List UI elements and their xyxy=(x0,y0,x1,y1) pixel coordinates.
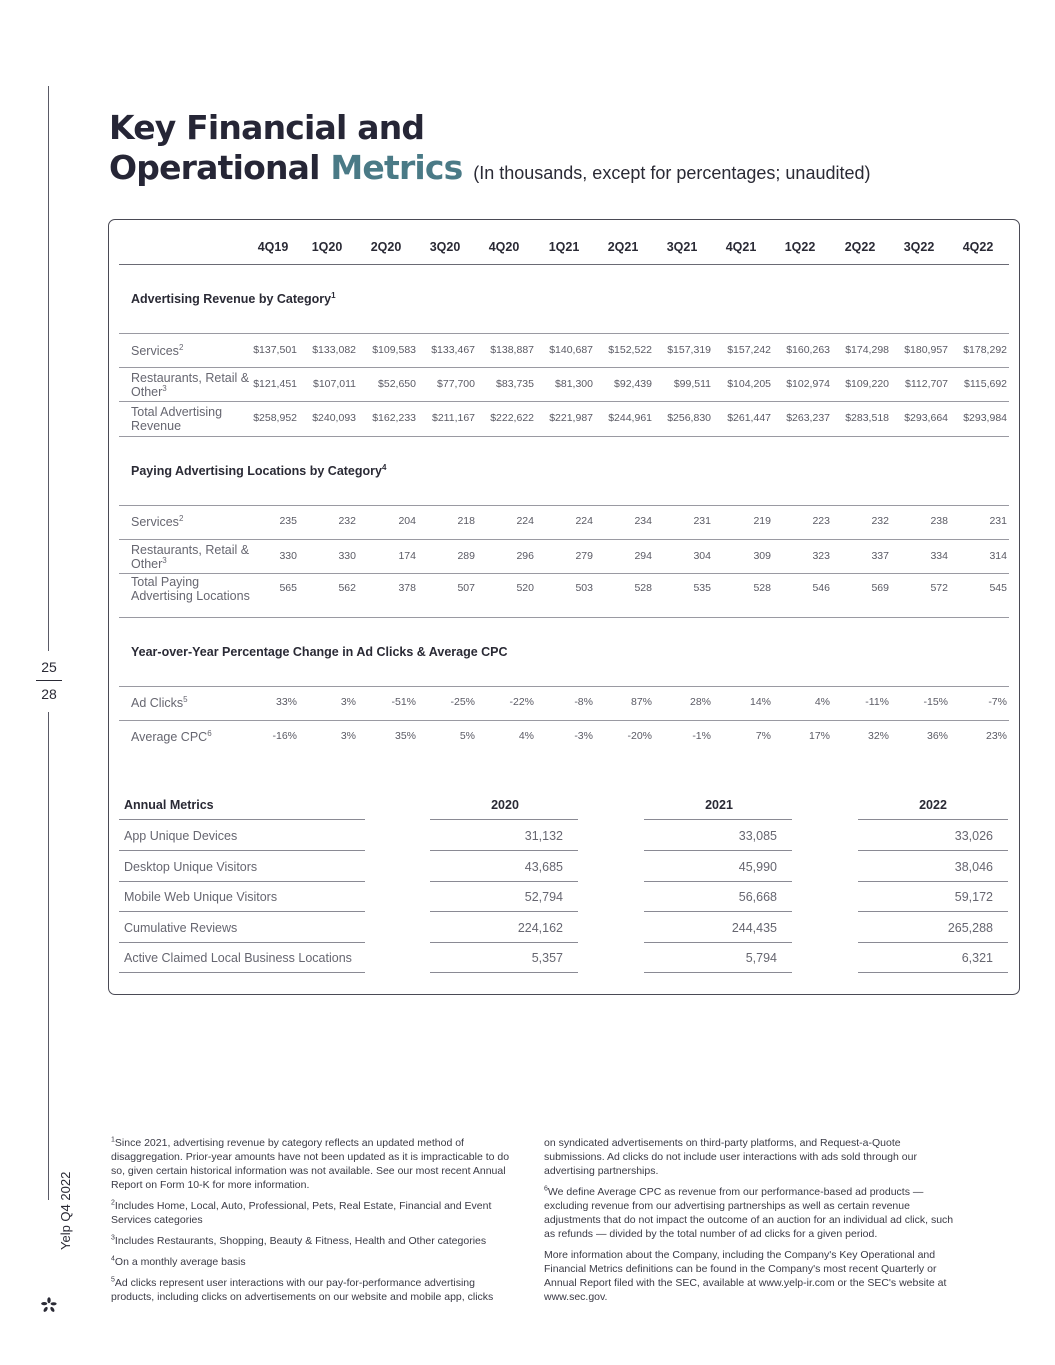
table-cell: 3% xyxy=(340,730,356,742)
annual-cell: 56,668 xyxy=(738,890,777,904)
table-cell: $102,974 xyxy=(786,378,830,390)
row-rule xyxy=(119,401,1009,402)
annual-rule xyxy=(858,819,1008,820)
table-cell: $258,952 xyxy=(253,412,297,424)
annual-rule xyxy=(644,819,792,820)
year-header: 2020 xyxy=(491,798,519,812)
annual-row-label: Mobile Web Unique Visitors xyxy=(124,890,278,904)
table-cell: 503 xyxy=(575,582,593,594)
annual-rule xyxy=(430,819,578,820)
annual-rule xyxy=(119,881,365,882)
annual-rule xyxy=(858,972,1008,973)
table-cell: $157,319 xyxy=(667,344,711,356)
table-cell: 304 xyxy=(693,550,711,562)
annual-cell: 59,172 xyxy=(954,890,993,904)
annual-row-label: App Unique Devices xyxy=(124,829,238,843)
footnote-ref: 4 xyxy=(381,462,387,472)
table-cell: 14% xyxy=(749,696,771,708)
year-header: 2022 xyxy=(919,798,947,812)
table-cell: $109,220 xyxy=(845,378,889,390)
table-cell: 330 xyxy=(338,550,356,562)
table-cell: $152,522 xyxy=(608,344,652,356)
table-cell: $52,650 xyxy=(378,378,416,390)
section-title: Advertising Revenue by Category$^1$ xyxy=(131,290,336,306)
table-cell: $222,622 xyxy=(490,412,534,424)
annual-cell: 43,685 xyxy=(524,860,563,874)
table-cell: $83,735 xyxy=(496,378,534,390)
table-cell: $162,233 xyxy=(372,412,416,424)
table-cell: 36% xyxy=(926,730,948,742)
annual-cell: 31,132 xyxy=(524,829,563,843)
table-cell: 223 xyxy=(812,515,830,527)
footnote: $^3$Includes Restaurants, Shopping, Beauty & Fitness, Health and Other categories xyxy=(111,1234,487,1247)
row-rule xyxy=(119,573,1009,574)
footnote: on syndicated advertisements on third-party platforms, and Request-a-Quote submissions. Ad clicks do not include user interactions with ads sold through our advertising partnerships. xyxy=(544,1137,917,1177)
table-cell: -3% xyxy=(574,730,593,742)
table-cell: $221,987 xyxy=(549,412,593,424)
table-cell: $180,957 xyxy=(904,344,948,356)
table-cell: $244,961 xyxy=(608,412,652,424)
table-cell: 535 xyxy=(693,582,711,594)
table-cell: $121,451 xyxy=(253,378,297,390)
quarter-header: 4Q21 xyxy=(725,240,757,254)
annual-cell: 265,288 xyxy=(947,921,993,935)
table-cell: 528 xyxy=(634,582,652,594)
table-cell: $261,447 xyxy=(727,412,771,424)
quarter-header: 3Q22 xyxy=(903,240,935,254)
table-cell: 569 xyxy=(871,582,889,594)
annual-rule xyxy=(858,881,1008,882)
footnote: $^5$Ad clicks represent user interactions with our pay-for-performance advertising products, including clicks on advertisements on our website and mobile app, clicks xyxy=(111,1276,494,1303)
metrics-panel xyxy=(108,219,1020,995)
footnote: $^4$On a monthly average basis xyxy=(111,1255,246,1268)
annual-rule xyxy=(858,850,1008,851)
table-cell: 528 xyxy=(753,582,771,594)
annual-cell: 244,435 xyxy=(731,921,777,935)
row-label: Total Paying Advertising Locations xyxy=(131,575,250,603)
table-cell: $157,242 xyxy=(727,344,771,356)
table-cell: 279 xyxy=(575,550,593,562)
table-cell: 296 xyxy=(516,550,534,562)
annual-cell: 45,990 xyxy=(738,860,777,874)
year-header: 2021 xyxy=(705,798,733,812)
row-label: Services$^2$ xyxy=(131,513,184,529)
table-cell: 7% xyxy=(755,730,771,742)
table-cell: 3% xyxy=(340,696,356,708)
annual-rule xyxy=(119,942,365,943)
annual-rule xyxy=(644,942,792,943)
row-label: Restaurants, Retail & Other$^3$ xyxy=(131,371,250,399)
footnotes-right xyxy=(544,1136,956,1311)
table-cell: 35% xyxy=(394,730,416,742)
annual-rule xyxy=(119,972,365,973)
table-cell: $211,167 xyxy=(431,412,475,424)
table-cell: $160,263 xyxy=(786,344,830,356)
section-title: Year-over-Year Percentage Change in Ad Clicks & Average CPC xyxy=(131,645,508,659)
table-cell: $240,093 xyxy=(312,412,356,424)
quarter-header: 2Q20 xyxy=(370,240,402,254)
table-cell: $133,082 xyxy=(312,344,356,356)
quarter-header: 1Q20 xyxy=(311,240,343,254)
page-title xyxy=(109,108,871,193)
row-rule xyxy=(119,720,1009,721)
annual-rule xyxy=(644,911,792,912)
table-cell: 565 xyxy=(279,582,297,594)
quarter-header: 1Q22 xyxy=(784,240,816,254)
quarter-header: 1Q21 xyxy=(548,240,580,254)
annual-rule xyxy=(858,942,1008,943)
footnotes-left xyxy=(111,1136,511,1311)
table-cell: -25% xyxy=(450,696,475,708)
table-cell: -7% xyxy=(988,696,1007,708)
header-rule xyxy=(119,264,1009,265)
table-cell: 330 xyxy=(279,550,297,562)
table-cell: 224 xyxy=(516,515,534,527)
table-cell: 232 xyxy=(871,515,889,527)
table-cell: 224 xyxy=(575,515,593,527)
quarter-header: 2Q21 xyxy=(607,240,639,254)
annual-rule xyxy=(644,850,792,851)
table-cell: $293,984 xyxy=(963,412,1007,424)
table-cell: $178,292 xyxy=(963,344,1007,356)
quarter-header: 2Q22 xyxy=(844,240,876,254)
quarter-header: 3Q21 xyxy=(666,240,698,254)
annual-rule xyxy=(430,881,578,882)
table-cell: $112,707 xyxy=(904,378,948,390)
table-cell: 562 xyxy=(338,582,356,594)
title-accent-word: Metrics xyxy=(330,148,463,187)
footnote-ref: 3 xyxy=(162,383,167,393)
footnote: More information about the Company, including the Company's Key Operational and Financial Metrics definitions can be found in the Company's most recent Quarterly or Annual Report filed with the SEC, available at www.yelp-ir.com or the SEC's website at www.sec.gov. xyxy=(544,1249,947,1303)
annual-cell: 5,794 xyxy=(745,951,777,965)
table-cell: 545 xyxy=(989,582,1007,594)
row-label: Average CPC$^6$ xyxy=(131,728,212,744)
page-divider xyxy=(36,680,62,681)
row-rule xyxy=(119,617,1009,618)
document-label: Yelp Q4 2022 xyxy=(58,1171,73,1250)
table-cell: 289 xyxy=(457,550,475,562)
table-cell: $99,511 xyxy=(673,378,711,390)
quarter-header: 4Q20 xyxy=(488,240,520,254)
table-cell: $293,664 xyxy=(904,412,948,424)
table-cell: 337 xyxy=(871,550,889,562)
rail-line-top xyxy=(48,86,49,651)
table-cell: $174,298 xyxy=(845,344,889,356)
footnote-ref: 2 xyxy=(178,513,184,523)
table-cell: 32% xyxy=(867,730,889,742)
quarter-header: 3Q20 xyxy=(429,240,461,254)
table-cell: 234 xyxy=(634,515,652,527)
footnote-ref: 2 xyxy=(178,342,184,352)
annual-cell: 33,026 xyxy=(954,829,993,843)
table-cell: 28% xyxy=(689,696,711,708)
annual-cell: 33,085 xyxy=(738,829,777,843)
table-cell: $107,011 xyxy=(312,378,356,390)
table-cell: 314 xyxy=(989,550,1007,562)
table-cell: $256,830 xyxy=(667,412,711,424)
rail-line-bottom xyxy=(48,712,49,1200)
title-main-word: Operational xyxy=(109,148,320,187)
quarter-header: 4Q19 xyxy=(257,240,289,254)
table-cell: -20% xyxy=(627,730,652,742)
title-line-1: Key Financial and xyxy=(109,108,425,147)
title-line-2 xyxy=(109,148,871,193)
table-cell: 5% xyxy=(459,730,475,742)
table-cell: 17% xyxy=(808,730,830,742)
table-cell: 4% xyxy=(814,696,830,708)
table-cell: 309 xyxy=(753,550,771,562)
table-cell: 204 xyxy=(398,515,416,527)
section-rule xyxy=(119,686,1009,687)
annual-rule xyxy=(430,942,578,943)
table-cell: $92,439 xyxy=(614,378,652,390)
annual-cell: 6,321 xyxy=(961,951,993,965)
annual-rule xyxy=(644,881,792,882)
footnote: $^1$Since 2021, advertising revenue by category reflects an updated method of disaggregation. Prior-year amounts have not been updated as it is impracticable to do so, given certain historical information was not available. See our most recent Annual Report on Form 10-K for more information. xyxy=(111,1136,510,1191)
annual-rule xyxy=(430,850,578,851)
table-cell: 378 xyxy=(398,582,416,594)
yelp-burst-icon xyxy=(41,1297,57,1313)
footnote: $^6$We define Average CPC as revenue from our performance-based ad products — excluding revenue from our advertising partnerships as well as certain revenue adjustments that do not impact the outcome of an auction for an individual ad click, such as refunds — divided by the total number of ad clicks for a given period. xyxy=(544,1185,954,1240)
table-cell: 323 xyxy=(812,550,830,562)
annual-row-label: Active Claimed Local Business Locations xyxy=(124,951,352,965)
table-cell: $283,518 xyxy=(845,412,889,424)
annual-row-label: Cumulative Reviews xyxy=(124,921,238,935)
table-cell: -11% xyxy=(865,696,889,708)
footnote-number: 3 xyxy=(111,1234,115,1242)
annual-rule xyxy=(119,819,365,820)
footnote-ref: 5 xyxy=(183,694,188,704)
annual-cell: 224,162 xyxy=(517,921,563,935)
title-subtitle: (In thousands, except for percentages; unaudited) xyxy=(473,163,871,183)
table-cell: $81,300 xyxy=(555,378,593,390)
quarter-header: 4Q22 xyxy=(962,240,994,254)
table-cell: 218 xyxy=(457,515,475,527)
table-cell: -1% xyxy=(692,730,711,742)
table-cell: 231 xyxy=(989,515,1007,527)
table-cell: 219 xyxy=(753,515,771,527)
page-total: 28 xyxy=(41,686,57,702)
table-cell: 87% xyxy=(630,696,652,708)
annual-title: Annual Metrics xyxy=(124,798,214,812)
table-cell: 174 xyxy=(398,550,416,562)
annual-cell: 52,794 xyxy=(524,890,563,904)
table-cell: $109,583 xyxy=(372,344,416,356)
table-cell: 520 xyxy=(516,582,534,594)
section-title: Paying Advertising Locations by Category$^4$ xyxy=(131,462,387,478)
annual-cell: 5,357 xyxy=(531,951,563,965)
table-cell: -8% xyxy=(574,696,593,708)
table-cell: -51% xyxy=(391,696,416,708)
table-cell: 238 xyxy=(930,515,948,527)
table-cell: $137,501 xyxy=(253,344,297,356)
annual-rule xyxy=(430,911,578,912)
table-cell: -15% xyxy=(923,696,948,708)
table-cell: 572 xyxy=(930,582,948,594)
footnote-number: 6 xyxy=(544,1185,548,1193)
table-cell: $115,692 xyxy=(963,378,1007,390)
annual-rule xyxy=(119,911,365,912)
footnote-number: 2 xyxy=(111,1199,115,1207)
row-rule xyxy=(119,367,1009,368)
footnote-ref: 1 xyxy=(331,290,336,300)
footnote-number: 5 xyxy=(111,1276,115,1284)
row-label: Total Advertising Revenue xyxy=(131,405,223,433)
footnote: $^2$Includes Home, Local, Auto, Professional, Pets, Real Estate, Financial and Event Services categories xyxy=(111,1199,492,1226)
table-cell: 232 xyxy=(338,515,356,527)
table-cell: -22% xyxy=(509,696,534,708)
page-current: 25 xyxy=(41,659,57,675)
table-cell: 334 xyxy=(930,550,948,562)
table-cell: $138,887 xyxy=(490,344,534,356)
footnote-number: 1 xyxy=(111,1136,115,1144)
annual-rule xyxy=(430,972,578,973)
table-cell: $77,700 xyxy=(437,378,475,390)
row-rule xyxy=(119,436,1009,437)
table-cell: $263,237 xyxy=(786,412,830,424)
table-cell: -16% xyxy=(272,730,297,742)
table-cell: 33% xyxy=(275,696,297,708)
footnote-ref: 3 xyxy=(162,555,167,565)
row-label: Restaurants, Retail & Other$^3$ xyxy=(131,543,250,571)
table-cell: 231 xyxy=(693,515,711,527)
table-cell: 235 xyxy=(279,515,297,527)
section-rule xyxy=(119,505,1009,506)
table-cell: $133,467 xyxy=(431,344,475,356)
section-rule xyxy=(119,333,1009,334)
annual-rule xyxy=(858,911,1008,912)
table-cell: $104,205 xyxy=(727,378,771,390)
table-cell: 4% xyxy=(518,730,534,742)
table-cell: $140,687 xyxy=(549,344,593,356)
row-label: Ad Clicks$^5$ xyxy=(131,694,188,710)
table-cell: 507 xyxy=(457,582,475,594)
table-cell: 23% xyxy=(985,730,1007,742)
table-cell: 546 xyxy=(812,582,830,594)
row-rule xyxy=(119,539,1009,540)
table-cell: 294 xyxy=(634,550,652,562)
footnote-number: 4 xyxy=(111,1255,115,1263)
row-label: Services$^2$ xyxy=(131,342,184,358)
annual-row-label: Desktop Unique Visitors xyxy=(124,860,258,874)
annual-rule xyxy=(119,850,365,851)
footnote-ref: 6 xyxy=(207,728,212,738)
annual-cell: 38,046 xyxy=(954,860,993,874)
annual-rule xyxy=(644,972,792,973)
